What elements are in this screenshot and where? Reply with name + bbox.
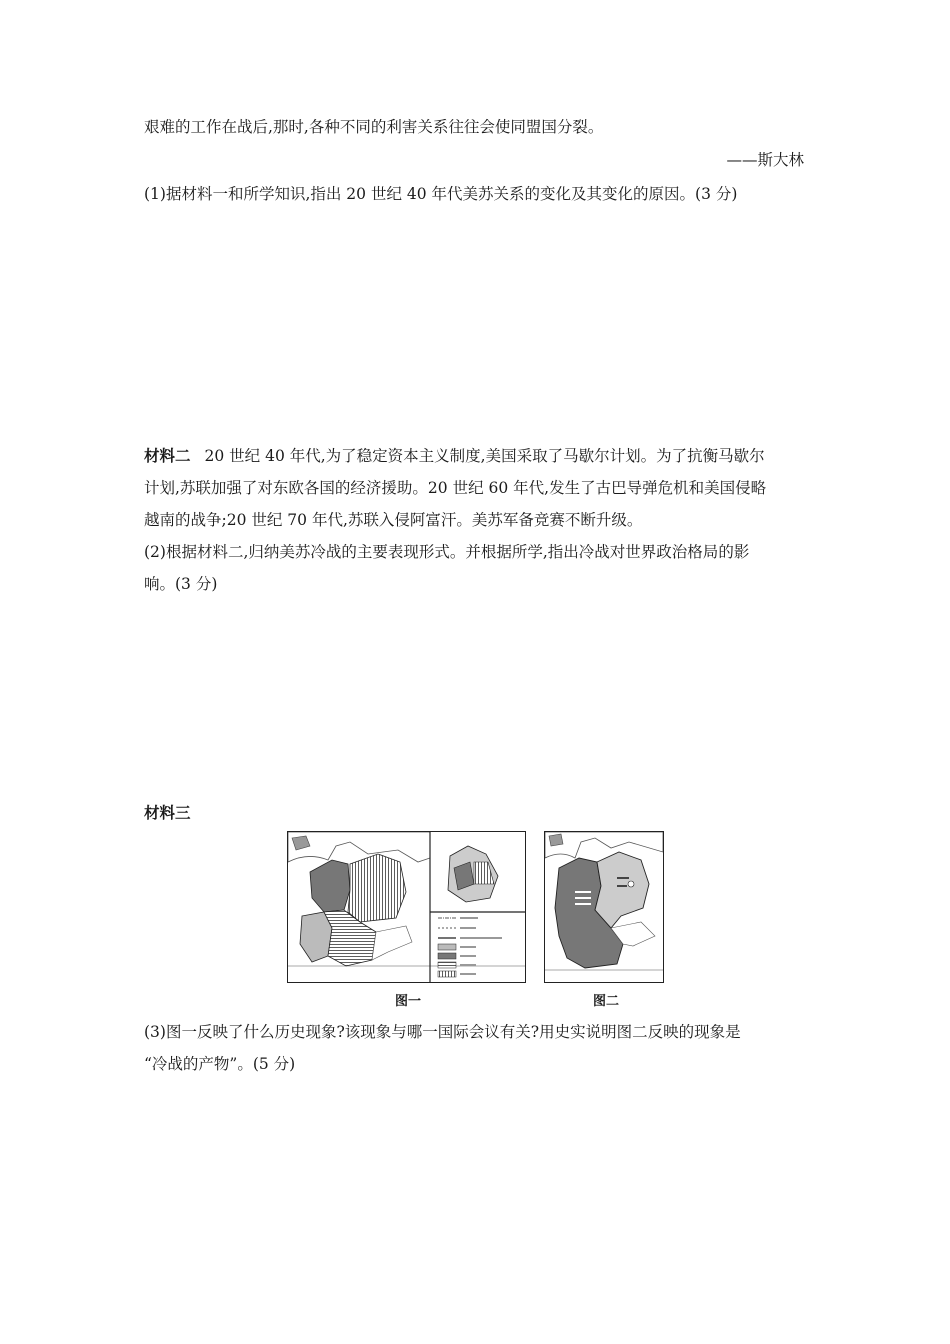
question-1: (1)据材料一和所学知识,指出 20 世纪 40 年代美苏关系的变化及其变化的原因。(3 分) bbox=[144, 185, 738, 203]
question-2-line-2: 响。(3 分) bbox=[144, 575, 218, 593]
material-two-line-1: 20 世纪 40 年代,为了稳定资本主义制度,美国采取了马歇尔计划。为了抗衡马歇尔 bbox=[204, 447, 765, 465]
attribution: ——斯大林 bbox=[726, 151, 804, 169]
figure-two-caption: 图二 bbox=[593, 994, 620, 1009]
figure-one-map bbox=[287, 831, 526, 983]
figure-two-map bbox=[544, 831, 664, 983]
question-3-line-2: “冷战的产物”。(5 分) bbox=[144, 1055, 296, 1073]
figure-one-map-graphic bbox=[288, 832, 525, 982]
material-one-text: 艰难的工作在战后,那时,各种不同的利害关系往往会使同盟国分裂。 bbox=[144, 118, 604, 136]
figure-one-caption: 图一 bbox=[395, 994, 422, 1009]
material-two-label: 材料二 bbox=[144, 447, 191, 465]
question-3-line-1: (3)图一反映了什么历史现象?该现象与哪一国际会议有关?用史实说明图二反映的现象是 bbox=[144, 1023, 741, 1041]
material-two-line-2: 计划,苏联加强了对东欧各国的经济援助。20 世纪 60 年代,发生了古巴导弹危机和美国侵略 bbox=[144, 479, 767, 497]
material-three-label: 材料三 bbox=[144, 804, 191, 822]
question-2-line-1: (2)根据材料二,归纳美苏冷战的主要表现形式。并根据所学,指出冷战对世界政治格局的影 bbox=[144, 543, 750, 561]
figure-two-map-graphic bbox=[545, 832, 663, 982]
material-two-line-3: 越南的战争;20 世纪 70 年代,苏联入侵阿富汗。美苏军备竞赛不断升级。 bbox=[144, 511, 643, 529]
